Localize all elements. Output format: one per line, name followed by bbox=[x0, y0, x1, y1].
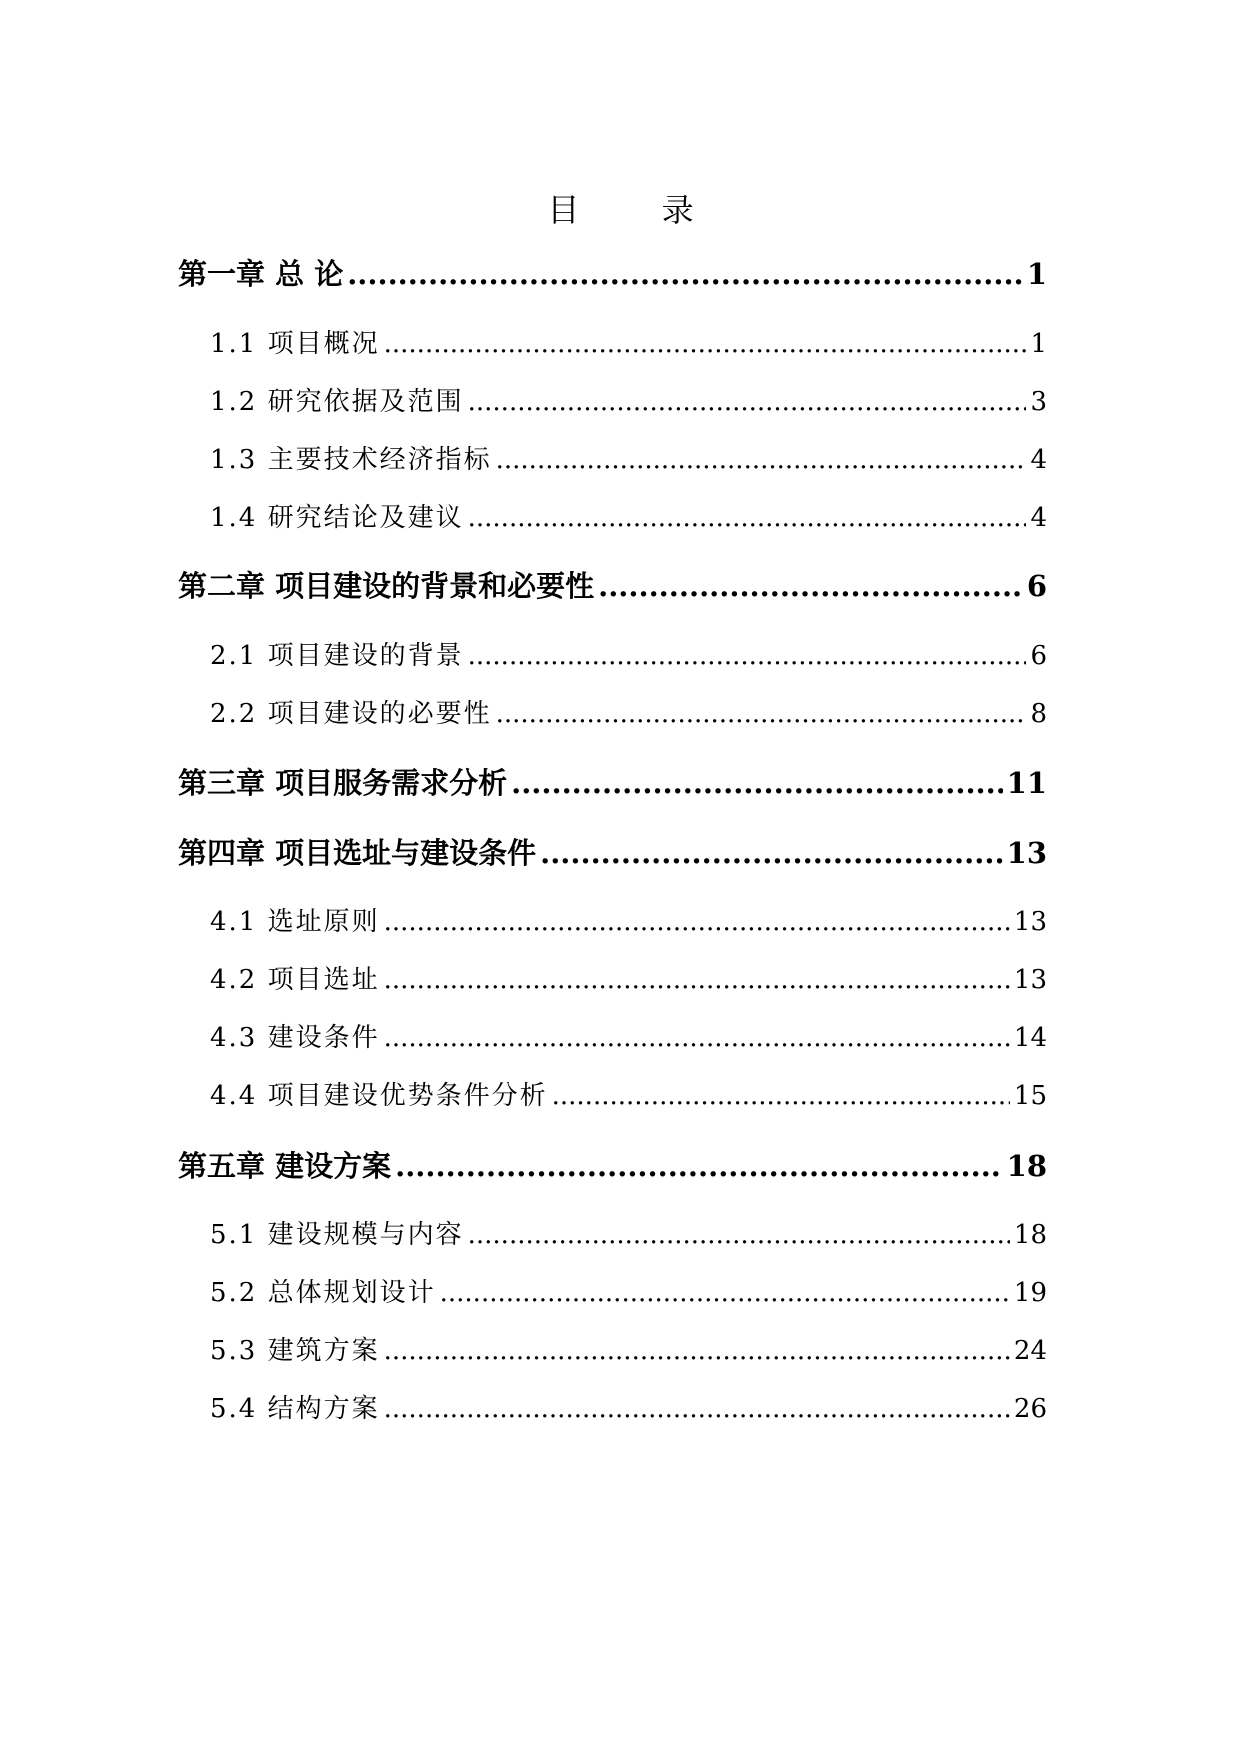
toc-entry-page: 18 bbox=[1013, 1220, 1047, 1250]
toc-chapter-5[interactable] bbox=[178, 1146, 1047, 1186]
toc-entry-page: 13 bbox=[1013, 965, 1047, 995]
toc-entry-label: 1.2 研究依据及范围 bbox=[210, 387, 464, 417]
toc-entry-label: 第一章 总 论 bbox=[178, 257, 344, 291]
dot-leader bbox=[540, 833, 1003, 873]
toc-chapter-3[interactable] bbox=[178, 763, 1047, 803]
dot-leader bbox=[598, 566, 1023, 606]
dot-leader bbox=[384, 904, 1010, 940]
toc-entry-label: 第三章 项目服务需求分析 bbox=[178, 766, 508, 800]
dot-leader bbox=[395, 1146, 1003, 1186]
toc-entry-page: 11 bbox=[1006, 766, 1047, 800]
dot-leader bbox=[468, 638, 1027, 674]
toc-entry-label: 2.2 项目建设的必要性 bbox=[210, 699, 492, 729]
toc-section-4-2[interactable] bbox=[210, 962, 1047, 998]
dot-leader bbox=[440, 1275, 1010, 1311]
toc-section-5-4[interactable] bbox=[210, 1391, 1047, 1427]
dot-leader bbox=[511, 763, 1003, 803]
dot-leader bbox=[384, 1333, 1010, 1369]
dot-leader bbox=[468, 1217, 1010, 1253]
toc-section-1-1[interactable] bbox=[210, 326, 1047, 362]
toc-section-5-2[interactable] bbox=[210, 1275, 1047, 1311]
toc-entry-label: 第五章 建设方案 bbox=[178, 1149, 392, 1183]
toc-entry-page: 6 bbox=[1026, 569, 1047, 603]
toc-entry-label: 2.1 项目建设的背景 bbox=[210, 641, 464, 671]
toc-entry-label: 5.3 建筑方案 bbox=[210, 1336, 380, 1366]
toc-entry-page: 4 bbox=[1030, 445, 1047, 475]
toc-entry-page: 1 bbox=[1026, 257, 1047, 291]
toc-title: 目 录 bbox=[547, 191, 730, 229]
toc-section-4-4[interactable] bbox=[210, 1078, 1047, 1114]
toc-entry-label: 4.4 项目建设优势条件分析 bbox=[210, 1081, 548, 1111]
toc-entry-page: 14 bbox=[1013, 1023, 1047, 1053]
toc-entry-label: 5.1 建设规模与内容 bbox=[210, 1220, 464, 1250]
toc-entry-page: 15 bbox=[1013, 1081, 1047, 1111]
toc-section-5-1[interactable] bbox=[210, 1217, 1047, 1253]
toc-entry-page: 8 bbox=[1030, 699, 1047, 729]
toc-section-1-2[interactable] bbox=[210, 384, 1047, 420]
toc-entry-page: 6 bbox=[1030, 641, 1047, 671]
toc-section-5-3[interactable] bbox=[210, 1333, 1047, 1369]
toc-section-4-3[interactable] bbox=[210, 1020, 1047, 1056]
toc-entry-page: 26 bbox=[1013, 1394, 1047, 1424]
toc-entry-label: 5.2 总体规划设计 bbox=[210, 1278, 436, 1308]
toc-section-4-1[interactable] bbox=[210, 904, 1047, 940]
dot-leader bbox=[384, 1020, 1010, 1056]
dot-leader bbox=[347, 254, 1023, 294]
toc-entry-page: 4 bbox=[1030, 503, 1047, 533]
toc-section-1-4[interactable] bbox=[210, 500, 1047, 536]
toc-section-2-1[interactable] bbox=[210, 638, 1047, 674]
dot-leader bbox=[496, 696, 1027, 732]
toc-entry-label: 4.3 建设条件 bbox=[210, 1023, 380, 1053]
toc-entry-page: 1 bbox=[1030, 329, 1047, 359]
toc-entry-label: 1.1 项目概况 bbox=[210, 329, 380, 359]
toc-section-2-2[interactable] bbox=[210, 696, 1047, 732]
toc-entry-label: 第四章 项目选址与建设条件 bbox=[178, 836, 537, 870]
toc-entry-label: 第二章 项目建设的背景和必要性 bbox=[178, 569, 595, 603]
toc-section-1-3[interactable] bbox=[210, 442, 1047, 478]
toc-entry-label: 5.4 结构方案 bbox=[210, 1394, 380, 1424]
dot-leader bbox=[384, 962, 1010, 998]
toc-entry-page: 3 bbox=[1030, 387, 1047, 417]
toc-entry-label: 4.1 选址原则 bbox=[210, 907, 380, 937]
toc-entry-page: 24 bbox=[1013, 1336, 1047, 1366]
toc-entry-page: 13 bbox=[1013, 907, 1047, 937]
toc-entry-label: 1.4 研究结论及建议 bbox=[210, 503, 464, 533]
dot-leader bbox=[468, 384, 1027, 420]
dot-leader bbox=[468, 500, 1027, 536]
dot-leader bbox=[384, 326, 1027, 362]
toc-entry-label: 4.2 项目选址 bbox=[210, 965, 380, 995]
toc-chapter-1[interactable] bbox=[178, 254, 1047, 294]
dot-leader bbox=[496, 442, 1027, 478]
toc-entry-page: 18 bbox=[1006, 1149, 1047, 1183]
dot-leader bbox=[552, 1078, 1010, 1114]
toc-entry-page: 13 bbox=[1006, 836, 1047, 870]
dot-leader bbox=[384, 1391, 1010, 1427]
toc-entry-page: 19 bbox=[1013, 1278, 1047, 1308]
toc-entry-label: 1.3 主要技术经济指标 bbox=[210, 445, 492, 475]
toc-chapter-4[interactable] bbox=[178, 833, 1047, 873]
toc-chapter-2[interactable] bbox=[178, 566, 1047, 606]
